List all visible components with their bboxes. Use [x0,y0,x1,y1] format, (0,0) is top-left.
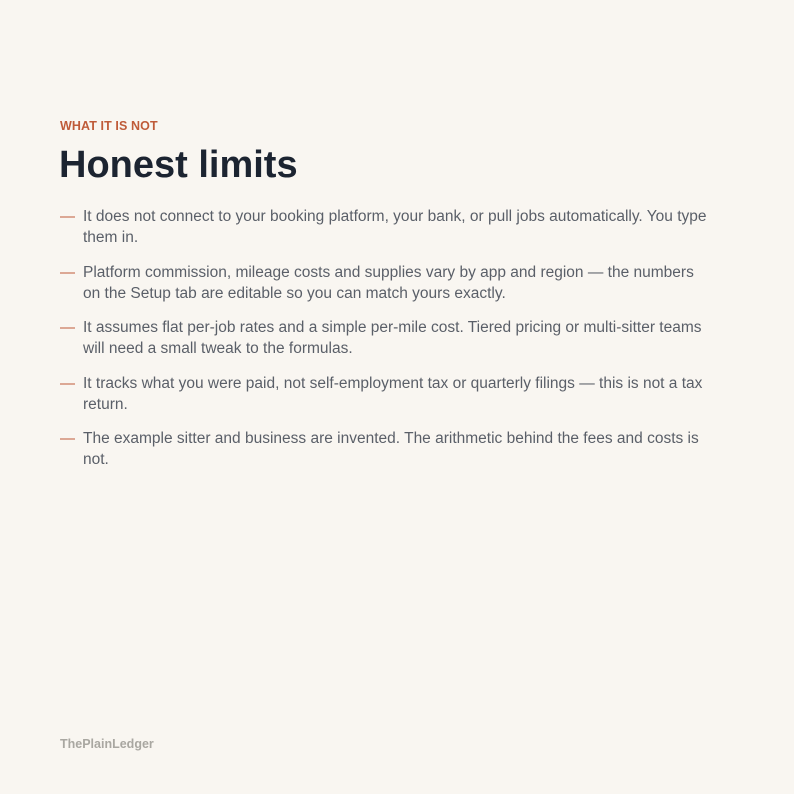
limit-text: The example sitter and business are invented. The arithmetic behind the fees and costs is not. [83,430,699,468]
dash-bullet-icon: — [60,374,75,392]
limit-text: Platform commission, mileage costs and supplies vary by app and region — the numbers on the Setup tab are editable so you can match yours exactly. [83,263,694,302]
dash-bullet-icon: — [60,319,75,336]
limit-text: It tracks what you were paid, not self-employment tax or quarterly filings — this is not a tax return. [83,374,703,413]
limit-item [60,206,708,248]
limit-item [60,262,708,304]
limit-text: It does not connect to your booking platform, your bank, or pull jobs automatically. You type them in. [83,208,707,246]
limit-text: It assumes flat per-job rates and a simple per-mile cost. Tiered pricing or multi-sitter teams will need a small tweak to the formulas. [83,319,702,357]
page-title: Honest limits [59,144,298,186]
limit-item [60,317,708,359]
limit-item [60,373,708,415]
limits-list [60,206,720,470]
limits-section [60,119,720,484]
section-eyebrow: WHAT IT IS NOT [60,119,158,133]
dash-bullet-icon: — [60,208,75,225]
limit-item [60,428,708,470]
dash-bullet-icon: — [60,263,75,281]
dash-bullet-icon: — [60,430,75,447]
brand-footer: ThePlainLedger [60,737,154,751]
